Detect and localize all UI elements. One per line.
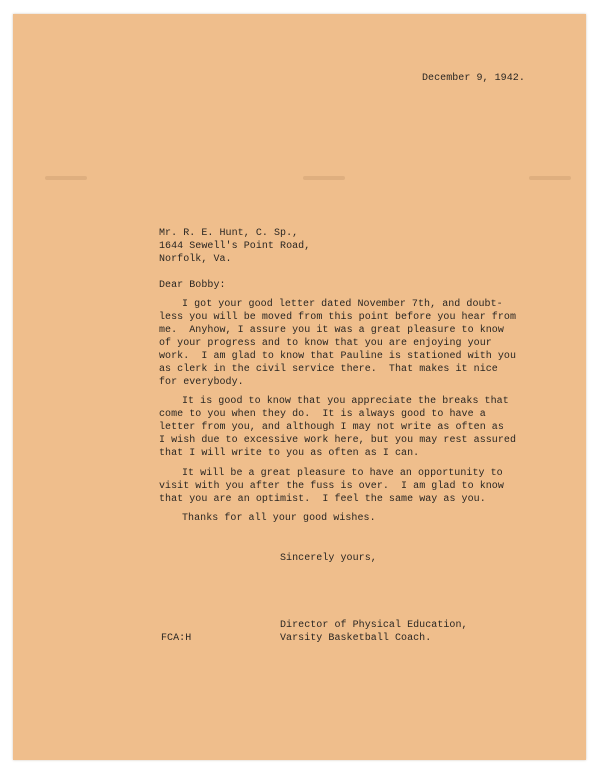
paragraph-1-line: as clerk in the civil service there. That makes it nice — [159, 364, 498, 375]
scan-smudge — [529, 176, 571, 180]
paragraph-2-line: It is good to know that you appreciate the breaks that — [182, 396, 509, 407]
paragraph-1-line: work. I am glad to know that Pauline is stationed with you — [159, 351, 517, 362]
reference-initials: FCA:H — [161, 633, 192, 644]
signature-title: Director of Physical Education, — [280, 620, 468, 631]
letter-page — [13, 14, 586, 760]
paragraph-2-line: come to you when they do. It is always good to have a — [159, 409, 486, 420]
letter-date: December 9, 1942. — [422, 73, 525, 84]
recipient-name: Mr. R. E. Hunt, C. Sp., — [159, 228, 299, 239]
paragraph-3-line: that you are an optimist. I feel the same way as you. — [159, 494, 486, 505]
recipient-street: 1644 Sewell's Point Road, — [159, 241, 311, 252]
closing: Sincerely yours, — [280, 553, 377, 564]
paragraph-3-line: It will be a great pleasure to have an opportunity to — [182, 468, 503, 479]
paragraph-2-line: letter from you, and although I may not write as often as — [159, 422, 504, 433]
recipient-city: Norfolk, Va. — [159, 254, 232, 265]
scan-smudge — [303, 176, 345, 180]
paragraph-1-line: I got your good letter dated November 7th, and doubt- — [182, 299, 503, 310]
paragraph-1-line: less you will be moved from this point before you hear from — [159, 312, 517, 323]
scan-smudge — [45, 176, 87, 180]
paragraph-1-line: me. Anyhow, I assure you it was a great pleasure to know — [159, 325, 504, 336]
paragraph-1-line: for everybody. — [159, 377, 244, 388]
paragraph-1-line: of your progress and to know that you are enjoying your — [159, 338, 492, 349]
paragraph-2-line: I wish due to excessive work here, but you may rest assured — [159, 435, 517, 446]
paragraph-2-line: that I will write to you as often as I can. — [159, 448, 420, 459]
signature-subtitle: Varsity Basketball Coach. — [280, 633, 432, 644]
salutation: Dear Bobby: — [159, 280, 226, 291]
paragraph-3-line: visit with you after the fuss is over. I am glad to know — [159, 481, 504, 492]
paragraph-4-line: Thanks for all your good wishes. — [182, 513, 376, 524]
